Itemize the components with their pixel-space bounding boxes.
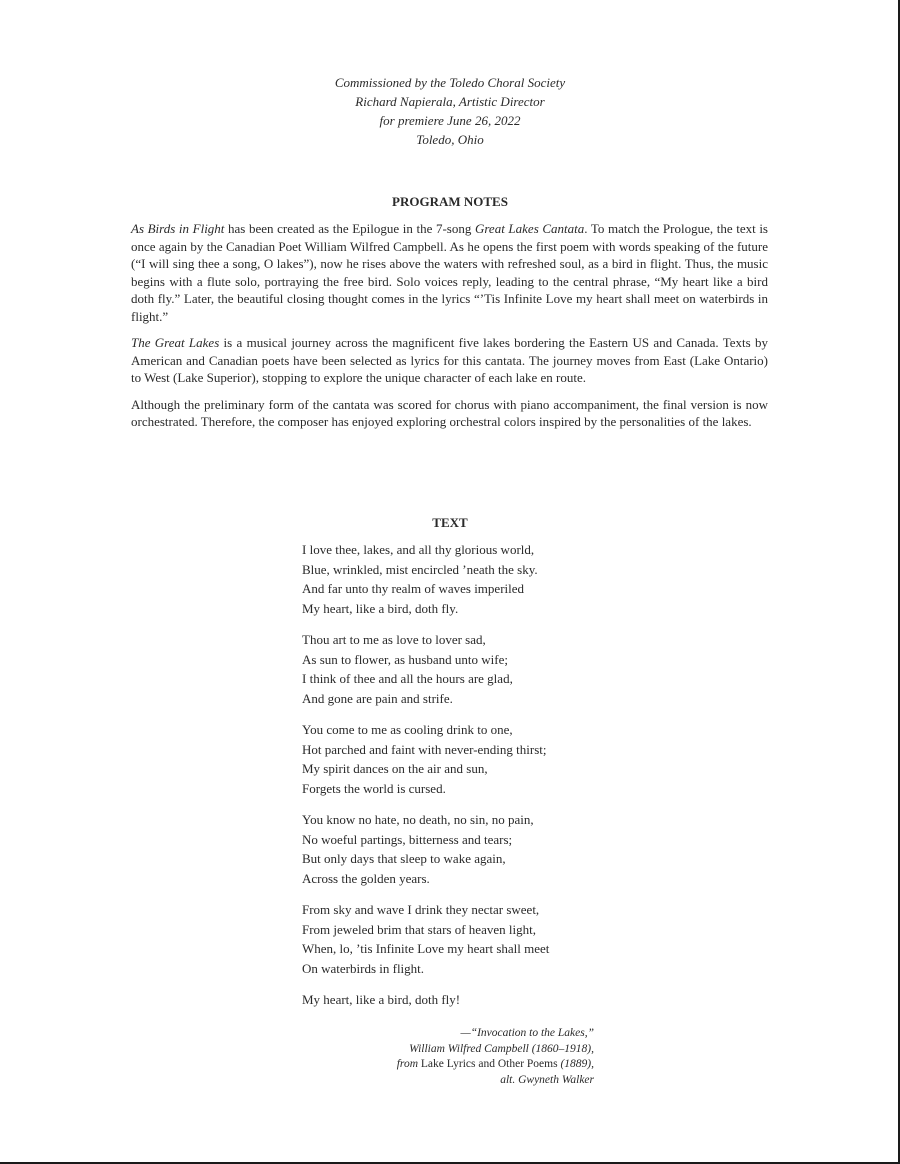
stanza xyxy=(302,630,622,708)
attribution-title: —“Invocation to the Lakes,” xyxy=(460,1027,594,1039)
poem-line: Across the golden years. xyxy=(302,870,430,886)
program-notes-heading: PROGRAM NOTES xyxy=(392,194,508,209)
poem-line: And far unto thy realm of waves imperiled xyxy=(302,581,525,596)
commission-line: Commissioned by the Toledo Choral Society xyxy=(334,75,566,90)
poem xyxy=(302,540,622,1022)
poem-line: Thou art to me as love to lover sad, xyxy=(302,632,486,647)
stanza xyxy=(302,720,622,798)
poem-line: And gone are pain and strife. xyxy=(302,690,453,706)
attribution-alteration: alt. Gwyneth Walker xyxy=(500,1073,594,1086)
notes-paragraph-3: Although the preliminary form of the cantata was scored for chorus with piano accompaniment, the final version is now orchestrated. Therefore, the composer has enjoyed exploring orchestral colors inspired by the personalities of the lakes. xyxy=(131,396,768,429)
stanza xyxy=(302,810,622,888)
attribution-author: William Wilfred Campbell (1860–1918), xyxy=(409,1042,594,1055)
stanza xyxy=(302,900,622,978)
poem-line: On waterbirds in flight. xyxy=(302,960,425,976)
book-title: Lake Lyrics and Other Poems xyxy=(420,1058,558,1070)
stanza xyxy=(302,990,622,1010)
poem-line: I think of thee and all the hours are glad, xyxy=(302,671,513,686)
poem-line: My heart, like a bird, doth fly. xyxy=(302,600,459,616)
poem-line: But only days that sleep to wake again, xyxy=(302,851,506,866)
commission-block xyxy=(0,73,900,149)
stanza xyxy=(302,540,622,618)
work-title: As Birds in Flight xyxy=(131,221,225,236)
attribution xyxy=(300,1026,594,1088)
director-line: Richard Napierala, Artistic Director xyxy=(355,94,545,109)
poem-line: You come to me as cooling drink to one, xyxy=(302,722,513,737)
poem-line: From jeweled brim that stars of heaven light, xyxy=(302,921,536,937)
attribution-source: from Lake Lyrics and Other Poems (1889), xyxy=(396,1058,594,1070)
location-line: Toledo, Ohio xyxy=(416,132,484,147)
poem-line: Blue, wrinkled, mist encircled ’neath the sky. xyxy=(302,561,538,577)
poem-line: When, lo, ’tis Infinite Love my heart shall meet xyxy=(302,941,550,956)
great-lakes-title: The Great Lakes xyxy=(131,335,220,350)
premiere-line: for premiere June 26, 2022 xyxy=(379,113,521,128)
poem-line: You know no hate, no death, no sin, no pain, xyxy=(302,812,534,827)
notes-paragraph-2: The Great Lakes is a musical journey across the magnificent five lakes bordering the Eastern US and Canada. Texts by American and Canadian poets have been selected as lyrics for this cantata. The journey moves from East (Lake Ontario) to West (Lake Superior), stopping to explore the unique character of each lake en route. xyxy=(131,335,768,385)
poem-line: My heart, like a bird, doth fly! xyxy=(302,992,461,1007)
text-heading: TEXT xyxy=(432,515,468,530)
poem-line: No woeful partings, bitterness and tears; xyxy=(302,831,513,847)
poem-line: Hot parched and faint with never-ending thirst; xyxy=(302,741,547,757)
poem-line: Forgets the world is cursed. xyxy=(302,780,446,796)
poem-line: As sun to flower, as husband unto wife; xyxy=(302,651,509,667)
notes-paragraph-1: As Birds in Flight has been created as the Epilogue in the 7-song Great Lakes Cantata. To match the Prologue, the text is once again by the Canadian Poet William Wilfred Campbell. As he opens the first poem with words speaking of the future (“I will sing thee a song, O lakes”), now he rises above the waters with refreshed soul, as a bird in flight. Thus, the music begins with a flute solo, portraying the free bird. Solo voices reply, leading to the central phrase, “My heart like a bird doth fly.” Later, the beautiful closing thought comes in the lyrics “’Tis Infinite Love my heart shall meet on waterbirds in flight.” xyxy=(131,221,768,324)
poem-line: My spirit dances on the air and sun, xyxy=(302,761,488,776)
cantata-title: Great Lakes Cantata xyxy=(474,221,585,236)
program-notes xyxy=(131,220,768,440)
poem-line: I love thee, lakes, and all thy glorious world, xyxy=(302,542,535,557)
poem-line: From sky and wave I drink they nectar sweet, xyxy=(302,902,540,917)
